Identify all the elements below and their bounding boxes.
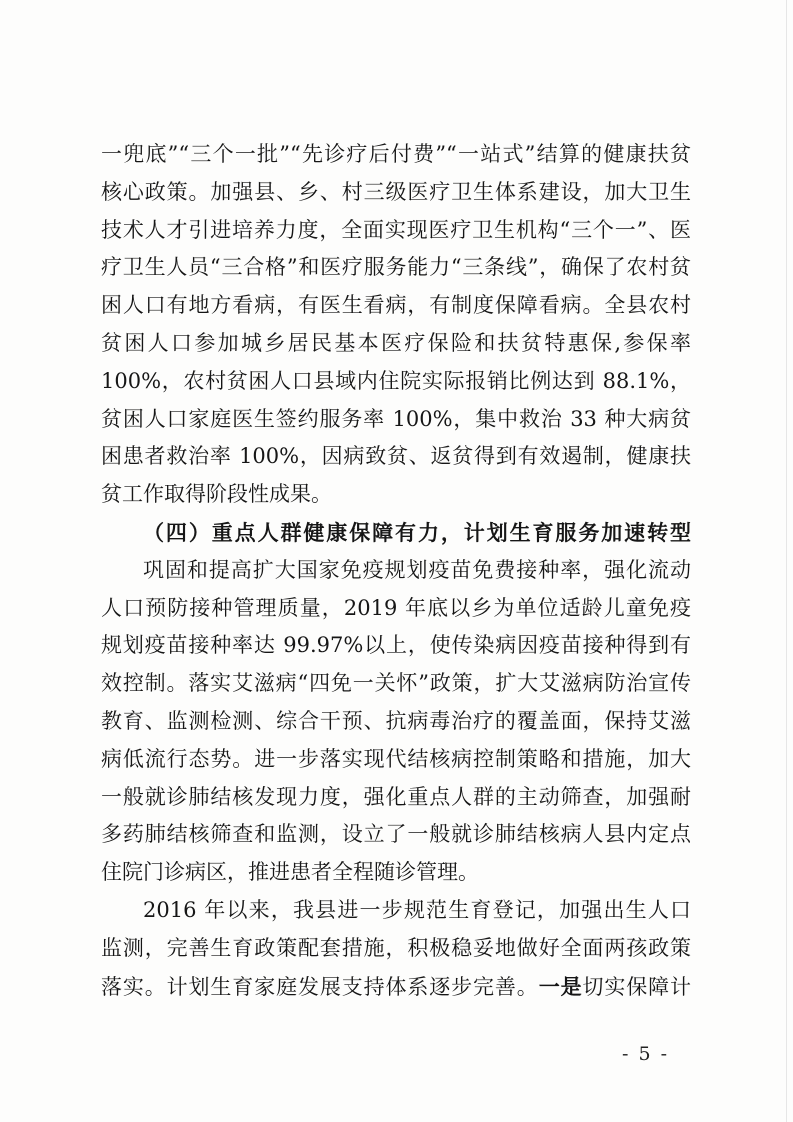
text-line: 一般就诊肺结核发现力度，强化重点人群的主动筛查，加强耐 — [101, 784, 691, 809]
text-line: 病低流行态势。进一步落实现代结核病控制策略和措施，加大 — [101, 746, 691, 771]
text-line: 核心政策。加强县、乡、村三级医疗卫生体系建设，加大卫生 — [101, 179, 691, 204]
text-line: 技术人才引进培养力度，全面实现医疗卫生机构“三个一”、医 — [101, 217, 691, 242]
paragraph-health-poverty — [101, 136, 691, 514]
text-line: 规划疫苗接种率达 99.97%以上，使传染病因疫苗接种得到有 — [101, 633, 691, 658]
text-line: 困人口有地方看病，有医生看病，有制度保障看病。全县农村 — [101, 293, 691, 318]
text-line: 贫工作取得阶段性成果。 — [101, 482, 332, 507]
text-line: 教育、监测检测、综合干预、抗病毒治疗的覆盖面，保持艾滋 — [101, 708, 691, 733]
text-segment: 切实保障计 — [582, 974, 691, 999]
text-line: 100%，农村贫困人口县域内住院实际报销比例达到 88.1%， — [101, 368, 691, 393]
text-line: 效控制。落实艾滋病“四免一关怀”政策，扩大艾滋病防治宣传 — [101, 671, 691, 696]
text-line: 疗卫生人员“三合格”和医疗服务能力“三条线”，确保了农村贫 — [101, 255, 691, 280]
scan-edge-line — [786, 0, 787, 1122]
text-line: 2016 年以来，我县进一步规范生育登记，加强出生人口 — [143, 897, 691, 922]
text-line: 住院门诊病区，推进患者全程随诊管理。 — [101, 860, 479, 885]
section-heading: （四）重点人群健康保障有力，计划生育服务加速转型 — [143, 519, 691, 545]
text-line: 贫困人口参加城乡居民基本医疗保险和扶贫特惠保,参保率 — [101, 330, 691, 355]
text-line: 监测，完善生育政策配套措施，积极稳妥地做好全面两孩政策 — [101, 935, 691, 960]
text-line: 多药肺结核筛查和监测，设立了一般就诊肺结核病人县内定点 — [101, 822, 691, 847]
text-line: 人口预防接种管理质量，2019 年底以乡为单位适龄儿童免疫 — [101, 595, 691, 620]
paragraph-family-planning — [101, 892, 691, 1005]
text-line: 一兜底”“三个一批”“先诊疗后付费”“一站式”结算的健康扶贫 — [101, 142, 691, 166]
text-line: 贫困人口家庭医生签约服务率 100%，集中救治 33 种大病贫 — [101, 406, 691, 431]
paragraph-immunization — [101, 552, 691, 892]
text-line — [101, 968, 691, 1006]
text-line: 困患者救治率 100%，因病致贫、返贫得到有效遏制，健康扶 — [101, 444, 691, 469]
text-line: 巩固和提高扩大国家免疫规划疫苗免费接种率，强化流动 — [143, 557, 691, 582]
page-content — [101, 136, 691, 1005]
page-number: - 5 - — [622, 1043, 670, 1065]
text-segment: 落实。计划生育家庭发展支持体系逐步完善。 — [101, 974, 539, 999]
emphasis-text: 一是 — [538, 973, 583, 999]
